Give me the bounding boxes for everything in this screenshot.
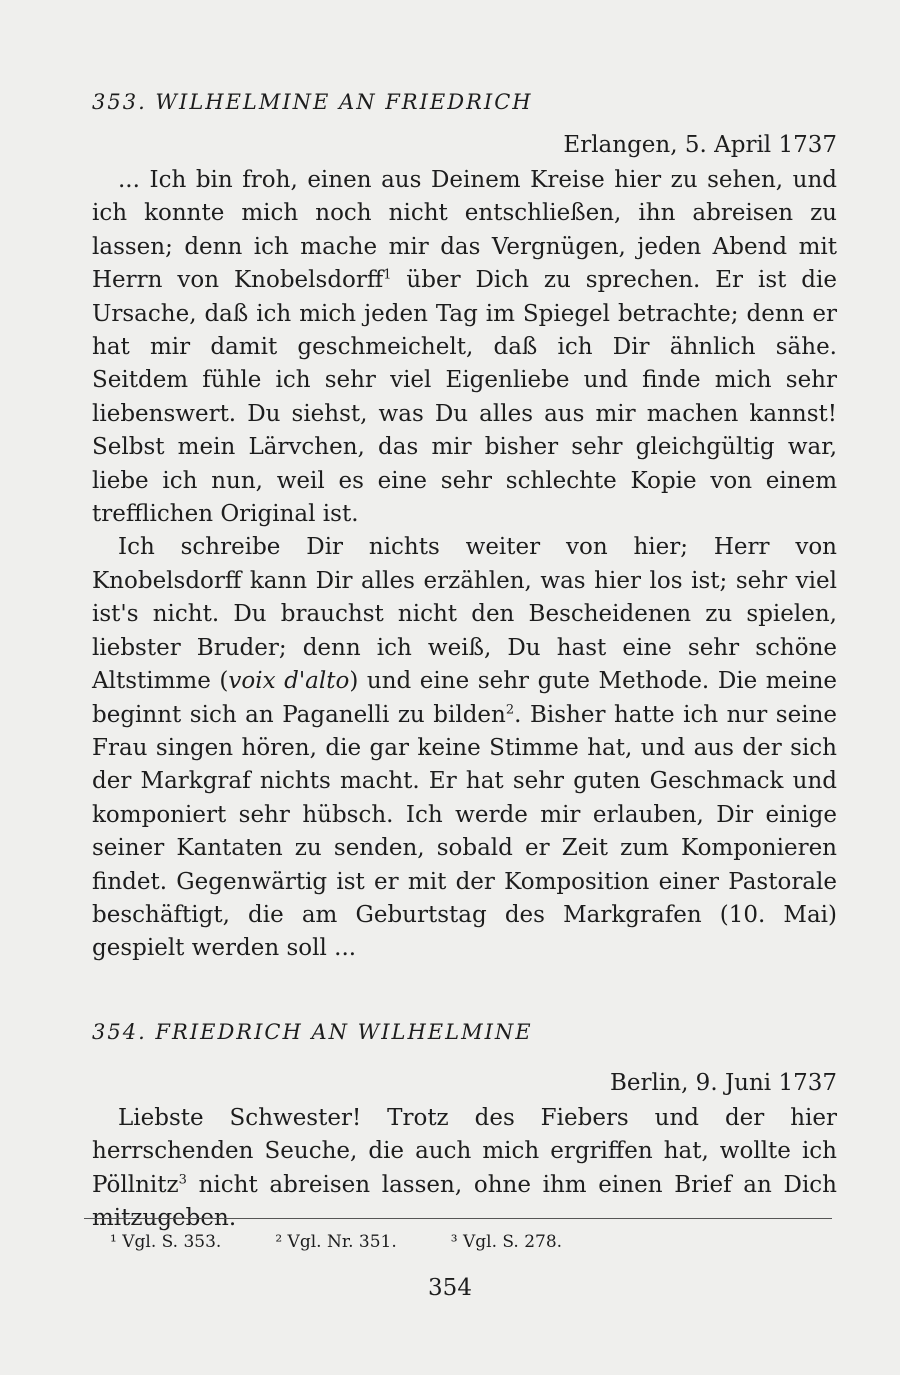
footnote-divider bbox=[84, 1218, 832, 1219]
footnote: ¹ Vgl. S. 353. bbox=[110, 1232, 222, 1252]
footnotes bbox=[110, 1232, 562, 1252]
letter-paragraph: Ich schreibe Dir nichts weiter von hier; Herr von Knobelsdorff kann Dir alles erzählen, was hier los ist; sehr viel ist's nicht. Du brauchst nicht den Bescheidenen zu spielen, liebster Bruder; denn ich weiß, Du hast eine sehr schöne Altstimme (voix d'alto) und eine sehr gute Methode. Die meine beginnt sich an Paganelli zu bilden$^2$. Bisher hatte ich nur seine Frau singen hören, die gar keine Stimme hat, und aus der sich der Markgraf nichts macht. Er hat sehr guten Geschmack und komponiert sehr hübsch. Ich werde mir erlauben, Dir einige seiner Kantaten zu senden, sobald er Zeit zum Komponieren findet. Gegenwärtig ist er mit der Komposition einer Pastorale beschäftigt, die am Geburtstag des Markgrafen (10. Mai) gespielt werden soll ... bbox=[92, 534, 838, 962]
letter-paragraph: Liebste Schwester! Trotz des Fiebers und der hier herrschenden Seuche, die auch mich ergriffen hat, wollte ich Pöllnitz$^3$ nicht abreisen lassen, ohne ihm einen Brief an Dich mitzugeben. bbox=[92, 1105, 837, 1232]
letter-heading: 353. WILHELMINE AN FRIEDRICH bbox=[92, 90, 533, 114]
footnote: ³ Vgl. S. 278. bbox=[450, 1232, 563, 1252]
footnote-ref: 1 bbox=[383, 267, 392, 283]
page-number: 354 bbox=[428, 1275, 472, 1301]
footnote-ref: 2 bbox=[505, 701, 515, 717]
footnote-ref: 3 bbox=[178, 1172, 187, 1188]
footnote: ² Vgl. Nr. 351. bbox=[275, 1232, 397, 1252]
letter-heading: 354. FRIEDRICH AN WILHELMINE bbox=[92, 1020, 533, 1044]
letter-place-date: Erlangen, 5. April 1737 bbox=[563, 132, 837, 158]
letter-353 bbox=[92, 90, 837, 966]
letter-place-date: Berlin, 9. Juni 1737 bbox=[610, 1070, 837, 1096]
letter-paragraph: ... Ich bin froh, einen aus Deinem Kreise hier zu sehen, und ich konnte mich noch nicht entschließen, ihn abreisen zu lassen; denn ich mache mir das Vergnügen, jeden Abend mit Herrn von Knobelsdorff$^1$ über Dich zu sprechen. Er ist die Ursache, daß ich mich jeden Tag im Spiegel betrachte; denn er hat mir damit geschmeichelt, daß ich Dir ähnlich sähe. Seitdem fühle ich sehr viel Eigenliebe und finde mich sehr liebenswert. Du siehst, was Du alles aus mir machen kannst! Selbst mein Lärvchen, das mir bisher sehr gleichgültig war, liebe ich nun, weil es eine sehr schlechte Kopie von einem trefflichen Original ist. bbox=[92, 167, 837, 528]
letter-354 bbox=[92, 1020, 837, 1236]
